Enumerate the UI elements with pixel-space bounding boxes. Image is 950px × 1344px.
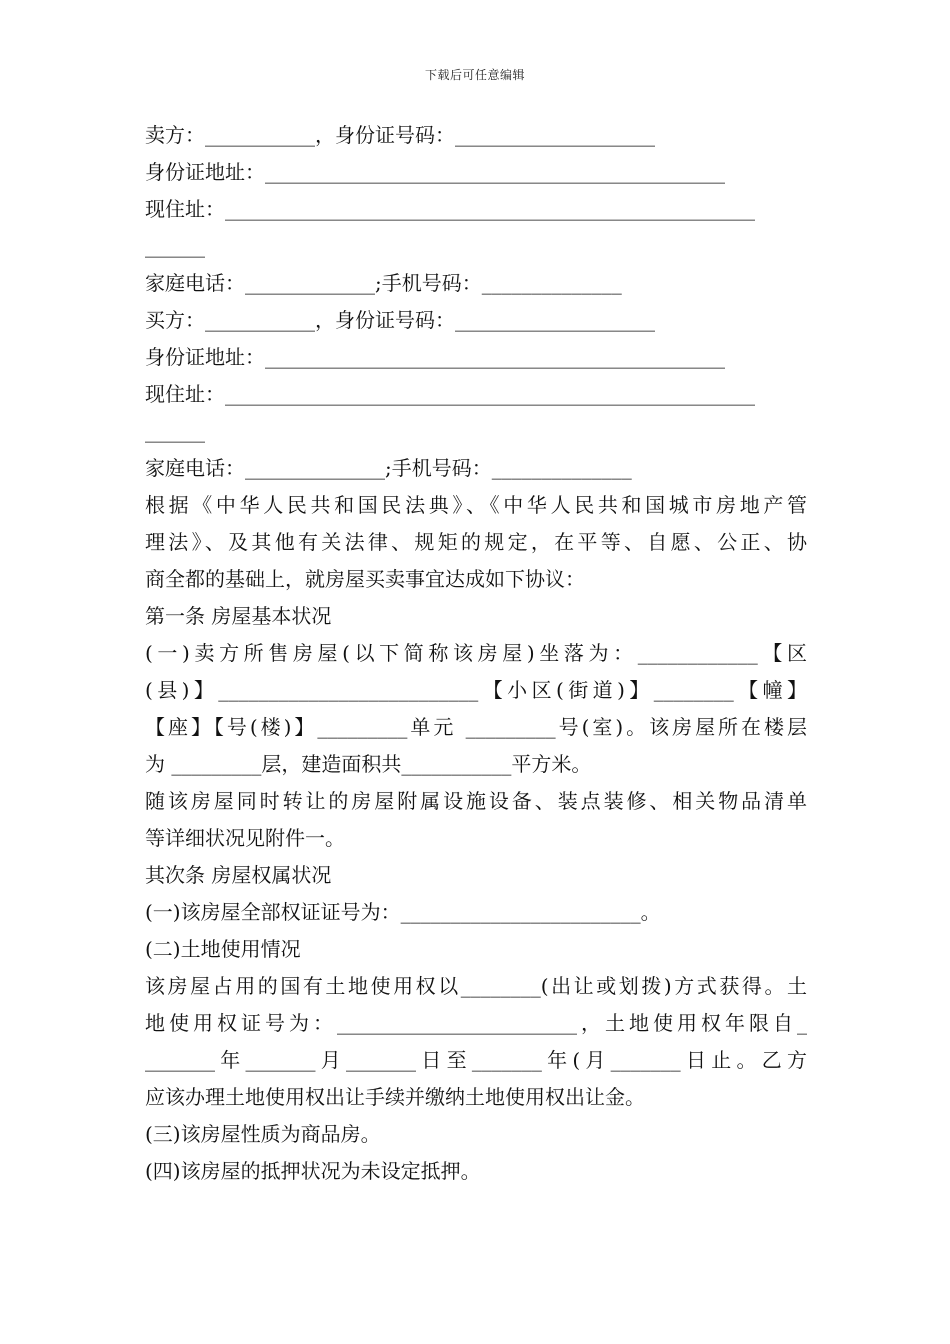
buyer-name-id-line: 买方：___________，身份证号码：____________________ [145,308,655,332]
buyer-phone-line: 家庭电话：______________;手机号码：______________ [145,456,632,480]
seller-id-address-line: 身份证地址：______________________________________________ [145,160,725,184]
seller-name-id-line: 卖方：___________，身份证号码：____________________ [145,123,655,147]
buyer-current-address-line: 现住址：_____________________________________________________ [145,382,755,406]
contract-body [145,117,807,1190]
land-use-line-4: 应该办理土地使用权出让手续并缴纳土地使用权出让金。 [145,1085,645,1109]
article-1-item-1-line-3: 【座】【号(楼)】_________单元 _________号(室)。该房屋所在楼层 [145,715,807,739]
buyer-current-address-continuation: ______ [145,419,205,443]
preamble-line-3: 商全都的基础上，就房屋买卖事宜达成如下协议： [145,567,585,591]
land-use-line-1: 该房屋占用的国有土地使用权以________(出让或划拨)方式获得。土 [145,974,807,998]
article-2-item-1: (一)该房屋全部权证证号为：________________________。 [145,900,661,924]
article-2-item-3: (三)该房屋性质为商品房。 [145,1122,381,1146]
land-use-line-3: _______年_______月_______日至_______年(月_______日止。乙方 [145,1048,807,1072]
page-header: 下载后可任意编辑 [424,68,525,82]
article-2-heading: 其次条 房屋权属状况 [145,863,332,887]
attachment-note-line-1: 随该房屋同时转让的房屋附属设施设备、装点装修、相关物品清单 [145,789,807,813]
land-use-line-2: 地使用权证号为：________________________，土地使用权年限自_ [145,1011,807,1035]
buyer-id-address-line: 身份证地址：______________________________________________ [145,345,725,369]
article-2-item-4: (四)该房屋的抵押状况为未设定抵押。 [145,1159,481,1183]
article-2-item-2-heading: (二)土地使用情况 [145,937,301,961]
seller-current-address-line: 现住址：_____________________________________________________ [145,197,755,221]
preamble-line-1: 根据《中华人民共和国民法典》、《中华人民共和国城市房地产管 [145,493,807,517]
attachment-note-line-2: 等详细状况见附件一。 [145,826,345,850]
seller-phone-line: 家庭电话：_____________;手机号码：______________ [145,271,622,295]
article-1-item-1-line-1: (一)卖方所售房屋(以下简称该房屋)坐落为：____________【区 [145,641,807,665]
article-1-heading: 第一条 房屋基本状况 [145,604,332,628]
article-1-item-1-line-4: 为 _________层，建造面积共___________平方米。 [145,752,592,776]
preamble-line-2: 理法》、及其他有关法律、规矩的规定，在平等、自愿、公正、协 [145,530,807,554]
article-1-item-1-line-2: (县)】__________________________【小区(街道)】________【幢】 [145,678,807,702]
seller-current-address-continuation: ______ [145,234,205,258]
